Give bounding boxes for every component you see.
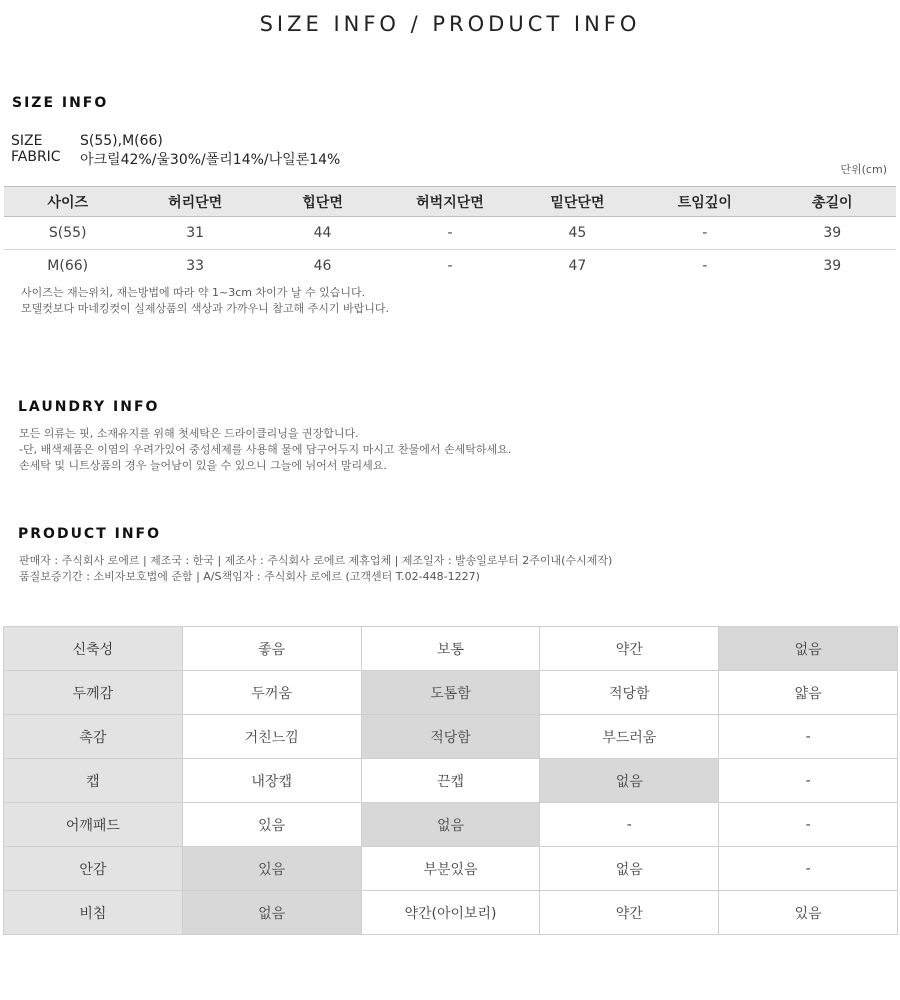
attribute-option: 두꺼움 <box>182 671 361 715</box>
attribute-option: - <box>719 715 898 759</box>
attribute-option: 약간(아이보리) <box>361 891 540 935</box>
attribute-option: 있음 <box>182 803 361 847</box>
laundry-line: 손세탁 및 니트상품의 경우 늘어남이 있을 수 있으니 그늘에 뉘어서 말리세요. <box>19 459 387 472</box>
attribute-option: 내장캡 <box>182 759 361 803</box>
size-table <box>4 186 896 282</box>
attribute-option: 부드러움 <box>540 715 719 759</box>
product-notes <box>19 553 612 585</box>
product-line: 품질보증기간 : 소비자보호법에 준함 | A/S책임자 : 주식회사 로에르 (고객센터 T.02-448-1227) <box>19 570 480 583</box>
attribute-row-cup <box>4 759 898 803</box>
attribute-row-see-through <box>4 891 898 935</box>
column-header: 사이즈 <box>4 187 131 217</box>
product-info-heading: PRODUCT INFO <box>18 526 162 542</box>
attribute-option: 보통 <box>361 627 540 671</box>
attribute-option: 끈캡 <box>361 759 540 803</box>
laundry-notes <box>19 426 511 474</box>
table-cell: 39 <box>823 258 842 274</box>
attribute-option: 있음 <box>719 891 898 935</box>
attribute-option: 약간 <box>540 891 719 935</box>
attribute-label: 안감 <box>4 847 183 891</box>
size-label: SIZE <box>11 133 43 149</box>
column-header: 허벅지단면 <box>386 187 513 217</box>
table-cell: - <box>702 258 708 274</box>
fabric-value: 아크릴42%/울30%/폴리14%/나일론14% <box>80 152 341 168</box>
column-header: 힙단면 <box>259 187 386 217</box>
table-cell: - <box>386 217 513 250</box>
table-cell: 39 <box>769 217 896 250</box>
attribute-option: 부분있음 <box>361 847 540 891</box>
size-notes <box>21 285 389 317</box>
attribute-option-selected: 없음 <box>361 803 540 847</box>
unit-label: 단위(cm) <box>840 163 887 176</box>
attribute-option-selected: 없음 <box>182 891 361 935</box>
attribute-label: 어깨패드 <box>4 803 183 847</box>
size-value: S(55),M(66) <box>80 133 163 149</box>
size-table-header-row <box>4 187 896 217</box>
laundry-info-heading: LAUNDRY INFO <box>18 399 160 415</box>
table-cell: 31 <box>131 217 258 250</box>
table-cell: 45 <box>514 217 641 250</box>
attribute-option-selected: 없음 <box>540 759 719 803</box>
attribute-option: 없음 <box>540 847 719 891</box>
table-cell: 44 <box>259 217 386 250</box>
fabric-spec-row <box>11 149 340 169</box>
attribute-label: 비침 <box>4 891 183 935</box>
attribute-label: 캡 <box>4 759 183 803</box>
column-header: 밑단단면 <box>514 187 641 217</box>
product-attribute-table <box>3 626 898 935</box>
size-spec-row <box>11 133 163 149</box>
attribute-option: - <box>540 803 719 847</box>
attribute-option: 좋음 <box>182 627 361 671</box>
size-note-line: 모델컷보다 마네킹컷이 실제상품의 색상과 가까우니 참고해 주시기 바랍니다. <box>21 302 390 315</box>
column-header: 총길이 <box>769 187 896 217</box>
attribute-option-selected: 도톰함 <box>361 671 540 715</box>
attribute-row-lining <box>4 847 898 891</box>
table-cell: 33 <box>186 258 205 274</box>
attribute-label: 촉감 <box>4 715 183 759</box>
page-title: SIZE INFO / PRODUCT INFO <box>259 12 641 36</box>
attribute-option-selected: 있음 <box>182 847 361 891</box>
table-cell: - <box>641 217 768 250</box>
laundry-line: 모든 의류는 핏, 소재유지를 위해 첫세탁은 드라이클리닝을 권장합니다. <box>19 427 359 440</box>
attribute-option: - <box>719 759 898 803</box>
attribute-option-selected: 적당함 <box>361 715 540 759</box>
attribute-row-shoulder-pad <box>4 803 898 847</box>
laundry-line: -단, 배색제품은 이염의 우려가있어 중성세제를 사용해 물에 담구어두지 마시고 찬물에서 손세탁하세요. <box>19 443 512 456</box>
attribute-row-thickness <box>4 671 898 715</box>
table-cell: M(66) <box>47 258 89 274</box>
fabric-label: FABRIC <box>11 149 61 165</box>
size-info-heading: SIZE INFO <box>12 95 109 111</box>
table-cell: S(55) <box>4 217 131 250</box>
size-note-line: 사이즈는 재는위치, 재는방법에 따라 약 1~3cm 차이가 날 수 있습니다. <box>21 286 366 299</box>
attribute-option-selected: 없음 <box>719 627 898 671</box>
attribute-row-texture <box>4 715 898 759</box>
attribute-option: 얇음 <box>719 671 898 715</box>
attribute-option: 적당함 <box>540 671 719 715</box>
table-row <box>4 217 896 250</box>
attribute-option: - <box>719 847 898 891</box>
attribute-label: 신축성 <box>4 627 183 671</box>
column-header: 허리단면 <box>131 187 258 217</box>
attribute-label: 두께감 <box>4 671 183 715</box>
column-header: 트임깊이 <box>641 187 768 217</box>
product-line: 판매자 : 주식회사 로에르 | 제조국 : 한국 | 제조사 : 주식회사 로에르 제휴업체 | 제조일자 : 발송일로부터 2주이내(수시제작) <box>19 554 613 567</box>
table-cell: - <box>447 258 453 274</box>
attribute-option: 약간 <box>540 627 719 671</box>
attribute-option: 거친느낌 <box>182 715 361 759</box>
table-row <box>4 250 896 283</box>
attribute-option: - <box>719 803 898 847</box>
table-cell: 47 <box>568 258 587 274</box>
attribute-row-stretch <box>4 627 898 671</box>
table-cell: 46 <box>313 258 332 274</box>
